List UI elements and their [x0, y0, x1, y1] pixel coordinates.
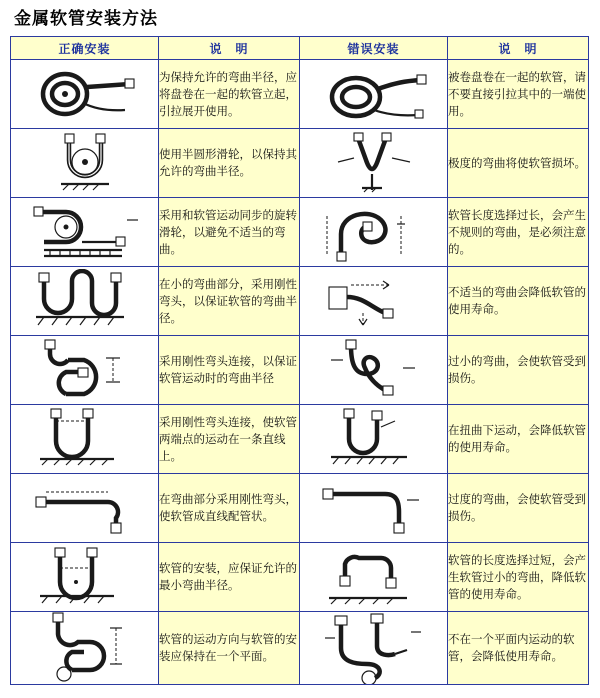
header-wrong-desc: 说 明 — [448, 37, 589, 60]
correct-description-3: 采用和软管运动同步的旋转滑轮，以避免不适当的弯曲。 — [159, 198, 300, 267]
wrong-description-5: 过小的弯曲，会使软管受到损伤。 — [448, 336, 589, 405]
table-header-row — [11, 37, 589, 60]
table-row — [11, 198, 589, 267]
wrong-illustration-5 — [300, 336, 448, 405]
wrong-illustration-2 — [300, 129, 448, 198]
wrong-description-3: 软管长度选择过长，会产生不规则的弯曲，是必须注意的。 — [448, 198, 589, 267]
table-row — [11, 612, 589, 685]
correct-illustration-2 — [11, 129, 159, 198]
correct-illustration-9 — [11, 612, 159, 685]
correct-illustration-6 — [11, 405, 159, 474]
wrong-illustration-6 — [300, 405, 448, 474]
wrong-description-2: 极度的弯曲将使软管损坏。 — [448, 129, 589, 198]
wrong-illustration-4 — [300, 267, 448, 336]
correct-description-8: 软管的安装，应保证允许的最小弯曲半径。 — [159, 543, 300, 612]
wrong-illustration-3 — [300, 198, 448, 267]
correct-illustration-8 — [11, 543, 159, 612]
installation-methods-table — [10, 36, 589, 685]
wrong-illustration-9 — [300, 612, 448, 685]
wrong-description-6: 在扭曲下运动，会降低软管的使用寿命。 — [448, 405, 589, 474]
correct-description-4: 在小的弯曲部分，采用刚性弯头，以保证软管的弯曲半径。 — [159, 267, 300, 336]
wrong-illustration-8 — [300, 543, 448, 612]
wrong-description-9: 不在一个平面内运动的软管，会降低使用寿命。 — [448, 612, 589, 685]
correct-description-6: 采用刚性弯头连接，使软管两端点的运动在一条直线上。 — [159, 405, 300, 474]
correct-description-2: 使用半圆形滑轮，以保持其允许的弯曲半径。 — [159, 129, 300, 198]
wrong-description-1: 被卷盘卷在一起的软管，请不要直接引拉其中的一端使用。 — [448, 60, 589, 129]
page-title: 金属软管安装方法 — [14, 9, 158, 29]
wrong-description-4: 不适当的弯曲会降低软管的使用寿命。 — [448, 267, 589, 336]
wrong-description-8: 软管的长度选择过短，会产生软管过小的弯曲，降低软管的使用寿命。 — [448, 543, 589, 612]
correct-description-7: 在弯曲部分采用刚性弯头，使软管成直线配管状。 — [159, 474, 300, 543]
wrong-description-7: 过度的弯曲，会使软管受到损伤。 — [448, 474, 589, 543]
correct-illustration-4 — [11, 267, 159, 336]
header-correct-install: 正确安装 — [11, 37, 159, 60]
table-row — [11, 60, 589, 129]
header-correct-desc: 说 明 — [159, 37, 300, 60]
wrong-illustration-7 — [300, 474, 448, 543]
header-wrong-install: 错误安装 — [300, 37, 448, 60]
correct-description-5: 采用刚性弯头连接，以保证软管运动时的弯曲半径 — [159, 336, 300, 405]
correct-illustration-1 — [11, 60, 159, 129]
table-row — [11, 543, 589, 612]
table-row — [11, 336, 589, 405]
table-row — [11, 474, 589, 543]
table-row — [11, 129, 589, 198]
correct-description-1: 为保持允许的弯曲半径，应将盘卷在一起的软管立起，引拉展开使用。 — [159, 60, 300, 129]
wrong-illustration-1 — [300, 60, 448, 129]
table-row — [11, 267, 589, 336]
correct-illustration-5 — [11, 336, 159, 405]
table-row — [11, 405, 589, 474]
correct-illustration-7 — [11, 474, 159, 543]
correct-illustration-3 — [11, 198, 159, 267]
correct-description-9: 软管的运动方向与软管的安装应保持在一个平面。 — [159, 612, 300, 685]
